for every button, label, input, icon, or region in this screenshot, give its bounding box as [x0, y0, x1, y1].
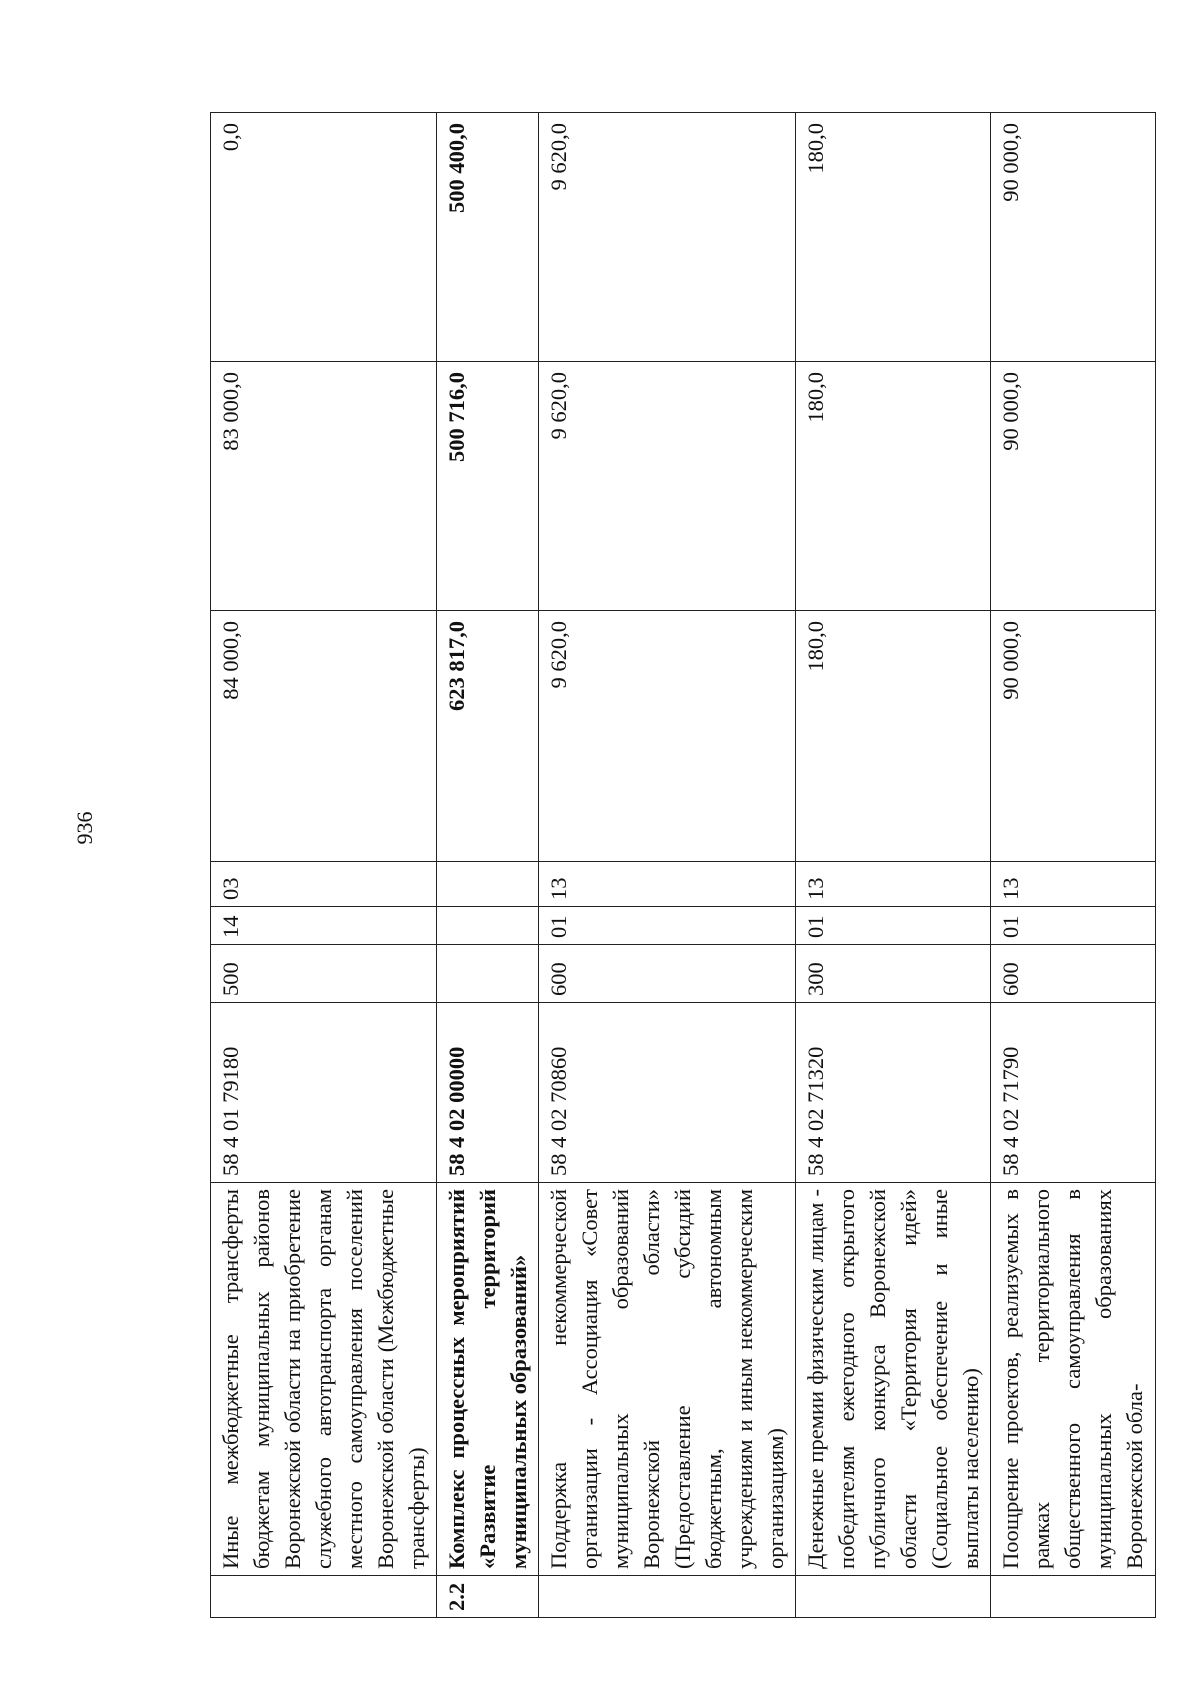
row-year3: 90 000,0 — [991, 113, 1156, 362]
row-rz: 01 — [991, 907, 1156, 945]
row-vr: 600 — [991, 945, 1156, 1003]
row-pr: 13 — [539, 862, 796, 907]
row-pr: 13 — [796, 862, 991, 907]
row-year2: 500 716,0 — [437, 362, 539, 611]
row-csr: 58 4 02 70860 — [539, 1003, 796, 1183]
row-name: Денежные премии физическим лицам - победителям ежегодного открытого публичного конкурса Воронежской области «Территория идей» (Социальное обеспечение и иные выплаты населению) — [796, 1183, 991, 1576]
budget-table — [210, 112, 1156, 1618]
row-name: Иные межбюджетные трансферты бюджетам муниципальных районов Воронежской области на приобретение служебного автотранспорта органам местного самоуправления поселений Воронежской области (Межбюджетные трансферты) — [211, 1183, 437, 1576]
table-row — [539, 113, 796, 1618]
row-year1: 623 817,0 — [437, 611, 539, 862]
row-vr: 500 — [211, 945, 437, 1003]
row-pr: 13 — [991, 862, 1156, 907]
row-name: Поддержка некоммерческой организации - Ассоциация «Совет муниципальных образований Воронежской области» (Предоставление субсидий бюджетным, автономным учреждениям и иным некоммерческим организациям) — [539, 1183, 796, 1576]
row-number — [991, 1576, 1156, 1618]
row-csr: 58 4 02 71790 — [991, 1003, 1156, 1183]
row-year1: 9 620,0 — [539, 611, 796, 862]
row-year2: 180,0 — [796, 362, 991, 611]
row-csr: 58 4 02 00000 — [437, 1003, 539, 1183]
row-csr: 58 4 01 79180 — [211, 1003, 437, 1183]
row-year2: 9 620,0 — [539, 362, 796, 611]
row-number — [539, 1576, 796, 1618]
row-name: Комплекс процессных мероприятий «Развитие территорий муниципальных образований» — [437, 1183, 539, 1576]
row-pr — [437, 862, 539, 907]
row-number — [796, 1576, 991, 1618]
row-year1: 90 000,0 — [991, 611, 1156, 862]
table-row — [796, 113, 991, 1618]
row-rz: 01 — [539, 907, 796, 945]
page-number: 936 — [72, 811, 97, 845]
rotated-table-wrapper — [210, 113, 1147, 1618]
row-rz: 01 — [796, 907, 991, 945]
row-pr: 03 — [211, 862, 437, 907]
table-row — [991, 113, 1156, 1618]
row-year2: 90 000,0 — [991, 362, 1156, 611]
row-number — [211, 1576, 437, 1618]
row-vr: 300 — [796, 945, 991, 1003]
row-year3: 180,0 — [796, 113, 991, 362]
row-rz — [437, 907, 539, 945]
row-year3: 500 400,0 — [437, 113, 539, 362]
table-row — [437, 113, 539, 1618]
row-name: Поощрение проектов, реализуемых в рамках территориального общественного самоуправления в муниципальных образованиях Воронежской обла- — [991, 1183, 1156, 1576]
row-vr — [437, 945, 539, 1003]
row-year3: 0,0 — [211, 113, 437, 362]
row-csr: 58 4 02 71320 — [796, 1003, 991, 1183]
row-vr: 600 — [539, 945, 796, 1003]
table-row — [211, 113, 437, 1618]
row-number: 2.2 — [437, 1576, 539, 1618]
row-year2: 83 000,0 — [211, 362, 437, 611]
row-rz: 14 — [211, 907, 437, 945]
row-year3: 9 620,0 — [539, 113, 796, 362]
row-year1: 84 000,0 — [211, 611, 437, 862]
row-year1: 180,0 — [796, 611, 991, 862]
